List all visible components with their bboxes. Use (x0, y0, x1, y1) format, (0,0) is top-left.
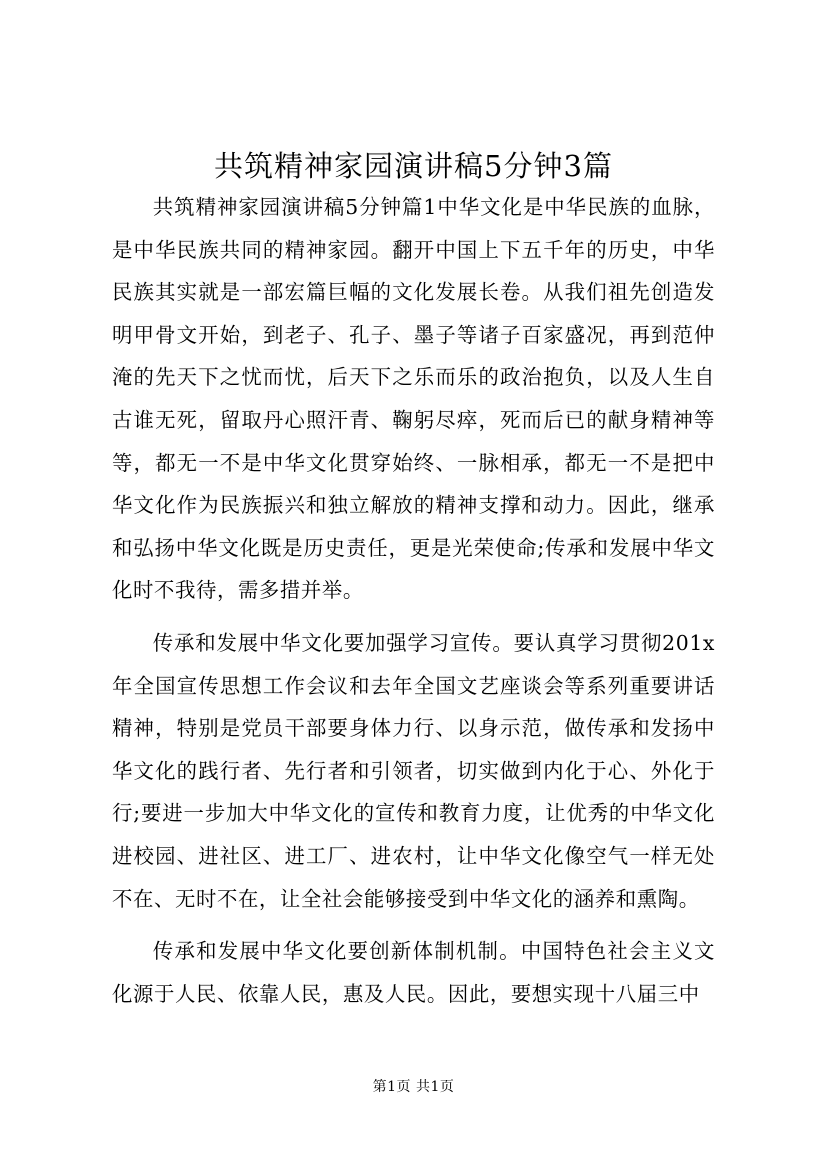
document-body (112, 186, 715, 1025)
page-number-footer: 第1页 共1页 (372, 1079, 455, 1095)
paragraph-1: 共筑精神家园演讲稿5分钟篇1中华文化是中华民族的血脉，是中华民族共同的精神家园。翻开中国上下五千年的历史，中华民族其实就是一部宏篇巨幅的文化发展长卷。从我们祖先创造发明甲骨文开始，到老子、孔子、墨子等诸子百家盛况，再到范仲淹的先天下之忧而忧，后天下之乐而乐的政治抱负，以及人生自古谁无死，留取丹心照汗青、鞠躬尽瘁，死而后已的献身精神等等，都无一不是中华文化贯穿始终、一脉相承，都无一不是把中华文化作为民族振兴和独立解放的精神支撑和动力。因此，继承和弘扬中华文化既是历史责任，更是光荣使命;传承和发展中华文化时不我待，需多措并举。 (112, 195, 715, 603)
paragraph-3: 传承和发展中华文化要创新体制机制。中国特色社会主义文化源于人民、依靠人民，惠及人民。因此，要想实现十八届三中 (112, 939, 715, 1006)
paragraph-2: 传承和发展中华文化要加强学习宣传。要认真学习贯彻201x年全国宣传思想工作会议和去年全国文艺座谈会等系列重要讲话精神，特别是党员干部要身体力行、以身示范，做传承和发扬中华文化的践行者、先行者和引领者，切实做到内化于心、外化于行;要进一步加大中华文化的宣传和教育力度，让优秀的中华文化进校园、进社区、进工厂、进农村，让中华文化像空气一样无处不在、无时不在，让全社会能够接受到中华文化的涵养和熏陶。 (112, 630, 715, 911)
document-title: 共筑精神家园演讲稿5分钟3篇 (214, 149, 613, 183)
